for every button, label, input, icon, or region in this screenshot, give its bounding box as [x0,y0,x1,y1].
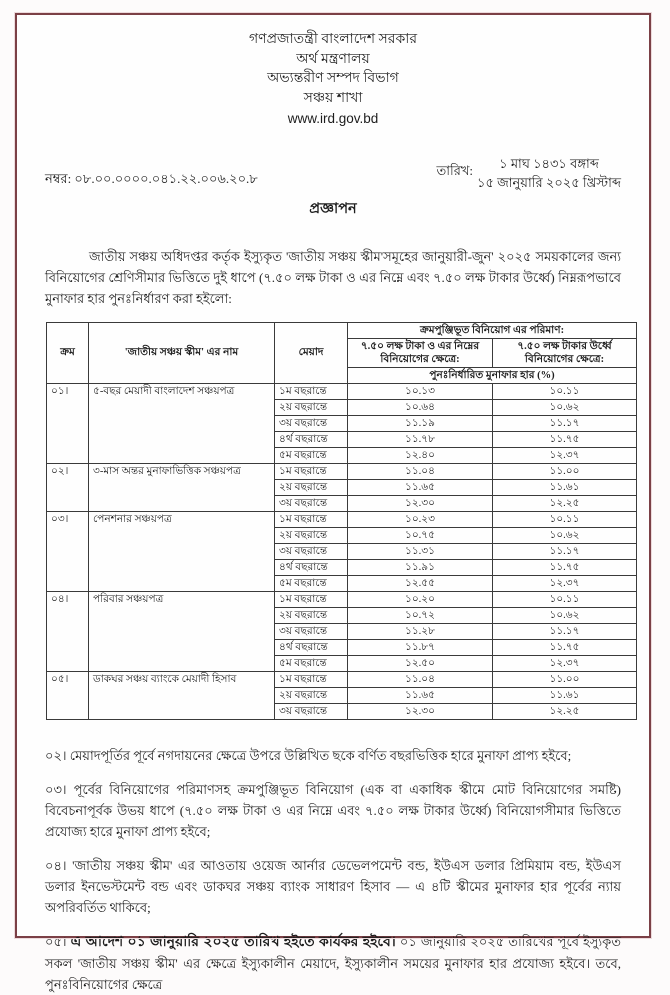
rate-above-limit: ১০.১১ [493,591,637,607]
rate-below-limit: ১১.২৮ [348,623,493,639]
website-url: www.ird.gov.bd [287,111,379,126]
scheme-serial: ০৩। [47,511,89,591]
term-cell: ৩য় বছরান্তে [275,415,348,431]
rate-below-limit: ১২.৩০ [348,495,493,511]
rate-above-limit: ১২.২৫ [493,703,637,719]
memo-number: নম্বর: ০৮.০০.০০০০.০৪১.২২.০০৬.২০.৮ [45,170,258,186]
term-cell: ১ম বছরান্তে [275,591,348,607]
header-ministry: অর্থ মন্ত্রণালয় [296,51,370,67]
rate-below-limit: ১০.৬৪ [348,399,493,415]
rate-above-limit: ১০.৬২ [493,399,637,415]
rate-below-limit: ১১.৩১ [348,543,493,559]
rate-above-limit: ১১.৭৫ [493,559,637,575]
rate-below-limit: ১২.৫০ [348,655,493,671]
table-row [47,383,637,399]
col-header-serial: ক্রম [47,322,89,383]
table-header-row-1 [47,322,637,338]
term-cell: ৪র্থ বছরান্তে [275,559,348,575]
term-cell: ২য় বছরান্তে [275,479,348,495]
rate-below-limit: ১১.৯১ [348,559,493,575]
table-row [47,591,637,607]
rate-above-limit: ১২.৩৭ [493,575,637,591]
table-row [47,671,637,687]
scheme-serial: ০৪। [47,591,89,671]
header-branch: সঞ্চয় শাখা [303,90,363,106]
rate-below-limit: ১১.১৯ [348,415,493,431]
term-cell: ৫ম বছরান্তে [275,655,348,671]
intro-paragraph: জাতীয় সঞ্চয় অধিদপ্তর কর্তৃক ইস্যুকৃত 'জাতীয় সঞ্চয় স্কীম'সমূহের জানুয়ারী-জুন' ২০২৫ সময়কালের জন্য বিনিয়োগের শ্রেণিসীমার ভিত্তিতে দুই ধাপে (৭.৫০ লক্ষ টাকা ও এর নিম্নে এবং ৭.৫০ লক্ষ টাকার উর্ধ্বে) নিম্নরূপভাবে মুনাফার হার পুনঃনির্ধারণ করা হইলো: [45,248,621,306]
col-header-term: মেয়াদ [275,322,348,383]
rate-above-limit: ১২.২৫ [493,495,637,511]
date-bangla: ১ মাঘ ১৪৩১ বঙ্গাব্দ [499,155,599,171]
term-cell: ১ম বছরান্তে [275,383,348,399]
term-cell: ২য় বছরান্তে [275,399,348,415]
rate-below-limit: ১০.৭৫ [348,527,493,543]
scheme-name: ৩-মাস অন্তর মুনাফাভিত্তিক সঞ্চয়পত্র [89,463,275,511]
rate-above-limit: ১১.১৭ [493,415,637,431]
table-row [47,463,637,479]
scheme-name: পেনশনার সঞ্চয়পত্র [89,511,275,591]
rate-above-limit: ১১.১৭ [493,543,637,559]
rate-above-limit: ১০.৬২ [493,607,637,623]
rate-below-limit: ১১.৭৮ [348,431,493,447]
term-cell: ১ম বছরান্তে [275,671,348,687]
rate-above-limit: ১২.৩৭ [493,447,637,463]
rate-above-limit: ১১.৬১ [493,687,637,703]
rates-table-body [47,383,637,719]
term-cell: ১ম বছরান্তে [275,463,348,479]
term-cell: ৪র্থ বছরান্তে [275,639,348,655]
col-header-investment-group: ক্রমপুঞ্জিভূত বিনিয়োগ এর পরিমাণ: [348,322,637,338]
scheme-name: ৫-বছর মেয়াদী বাংলাদেশ সঞ্চয়পত্র [89,383,275,463]
rate-below-limit: ১১.০৪ [348,671,493,687]
rate-below-limit: ১১.৮৭ [348,639,493,655]
rate-below-limit: ১০.১৩ [348,383,493,399]
rate-above-limit: ১০.১১ [493,383,637,399]
term-cell: ৪র্থ বছরান্তে [275,431,348,447]
scheme-serial: ০৫। [47,671,89,719]
date-label: তারিখ: [436,163,474,178]
rate-above-limit: ১১.০০ [493,463,637,479]
term-cell: ৫ম বছরান্তে [275,575,348,591]
scheme-name: পরিবার সঞ্চয়পত্র [89,591,275,671]
col-header-rate-note: পুনঃনির্ধারিত মুনাফার হার (%) [348,367,637,383]
scheme-serial: ০১। [47,383,89,463]
date-values [477,154,621,192]
rate-below-limit: ১১.৬৫ [348,687,493,703]
term-cell: ১ম বছরান্তে [275,511,348,527]
rate-above-limit: ১১.০০ [493,671,637,687]
note-paragraph-04: ০৪। 'জাতীয় সঞ্চয় স্কীম' এর আওতায় ওয়েজ আর্নার ডেভেলপমেন্ট বন্ড, ইউএস ডলার প্রিমিয়াম বন্ড, ইউএস ডলার ইনভেস্টমেন্ট বন্ড এবং ডাকঘর সঞ্চয় ব্যাংক সাধারণ হিসাব — এ ৪টি স্কীমের মুনাফার হার পূর্বের ন্যায় অপরিবর্তিত থাকিবে; [45,857,621,915]
col-header-scheme-name: 'জাতীয় সঞ্চয় স্কীম' এর নাম [89,322,275,383]
rate-below-limit: ১২.৪০ [348,447,493,463]
note-paragraph-03: ০৩। পূর্বের বিনিয়োগের পরিমাণসহ ক্রমপুঞ্জিভূত বিনিয়োগ (এক বা একাধিক স্কীমে মোট বিনিয়োগের সমষ্টি) বিবেচনাপূর্বক উভয় ধাপে (৭.৫০ লক্ষ টাকা ও এর নিম্নে এবং ৭.৫০ লক্ষ টাকার উর্ধ্বে) বিনিয়োগসীমার ভিত্তিতে প্রযোজ্য হারে মুনাফা প্রাপ্য হইবে; [45,781,621,839]
term-cell: ৩য় বছরান্তে [275,543,348,559]
table-row [47,511,637,527]
term-cell: ৩য় বছরান্তে [275,495,348,511]
term-cell: ৩য় বছরান্তে [275,623,348,639]
document-page-border [15,13,651,992]
note-paragraph-02: ০২। মেয়াদপূর্তির পূর্বে নগদায়নের ক্ষেত্রে উপরে উল্লিখিত ছকে বর্ণিত বছরভিত্তিক হারে মুনাফা প্রাপ্য হইবে; [45,747,572,763]
rate-above-limit: ১০.১১ [493,511,637,527]
col-header-below-limit: ৭.৫০ লক্ষ টাকা ও এর নিম্নের বিনিয়োগের ক্ষেত্রে: [348,338,493,367]
term-cell: ২য় বছরান্তে [275,527,348,543]
term-cell: ৩য় বছরান্তে [275,703,348,719]
rate-below-limit: ১১.০৪ [348,463,493,479]
rate-above-limit: ১১.৬১ [493,479,637,495]
profit-rates-table [46,322,637,720]
rate-above-limit: ১১.৭৫ [493,639,637,655]
header-government-name: গণপ্রজাতন্ত্রী বাংলাদেশ সরকার [248,32,418,47]
scheme-serial: ০২। [47,463,89,511]
rate-below-limit: ১০.৭২ [348,607,493,623]
term-cell: ২য় বছরান্তে [275,607,348,623]
rate-above-limit: ১০.৬২ [493,527,637,543]
document-content [17,15,649,995]
rate-below-limit: ১০.২৩ [348,511,493,527]
term-cell: ২য় বছরান্তে [275,687,348,703]
rate-below-limit: ১২.৫৫ [348,575,493,591]
rate-above-limit: ১১.৭৫ [493,431,637,447]
note-05-number: ০৫। [45,933,71,949]
rate-below-limit: ১১.৬৫ [348,479,493,495]
note-05-effective-date: এ আদেশ ০১ জানুয়ারি ২০২৫ তারিখ হইতে কার্যকর হইবে। [70,934,396,950]
rate-below-limit: ১২.৩০ [348,703,493,719]
note-paragraph-05 [45,931,621,995]
col-header-above-limit: ৭.৫০ লক্ষ টাকার উর্ধ্বে বিনিয়োগের ক্ষেত্রে: [493,338,637,367]
date-block [436,154,621,192]
rate-above-limit: ১১.১৭ [493,623,637,639]
table-header [47,322,637,383]
term-cell: ৫ম বছরান্তে [275,447,348,463]
reference-row [45,154,621,192]
rate-above-limit: ১২.৩৭ [493,655,637,671]
rate-below-limit: ১০.২০ [348,591,493,607]
government-header [45,30,621,129]
header-division: অভ্যন্তরীণ সম্পদ বিভাগ [267,71,399,86]
scheme-name: ডাকঘর সঞ্চয় ব্যাংকে মেয়াদী হিসাব [89,671,275,719]
date-gregorian: ১৫ জানুয়ারি ২০২৫ খ্রিস্টাব্দ [477,174,621,190]
document-title: প্রজ্ঞাপন [309,200,357,217]
note-05-rest: ০১ জানুয়ারি ২০২৫ তারিখের পূর্বে ইস্যুকৃত সকল 'জাতীয় সঞ্চয় স্কীম' এর ক্ষেত্রে ইস্যুকালীন মেয়াদে, ইস্যুকালীন সময়ের মুনাফার হার প্রযোজ্য হইবে। তবে, পুনঃবিনিয়োগের ক্ষেত্রে [45,933,621,992]
